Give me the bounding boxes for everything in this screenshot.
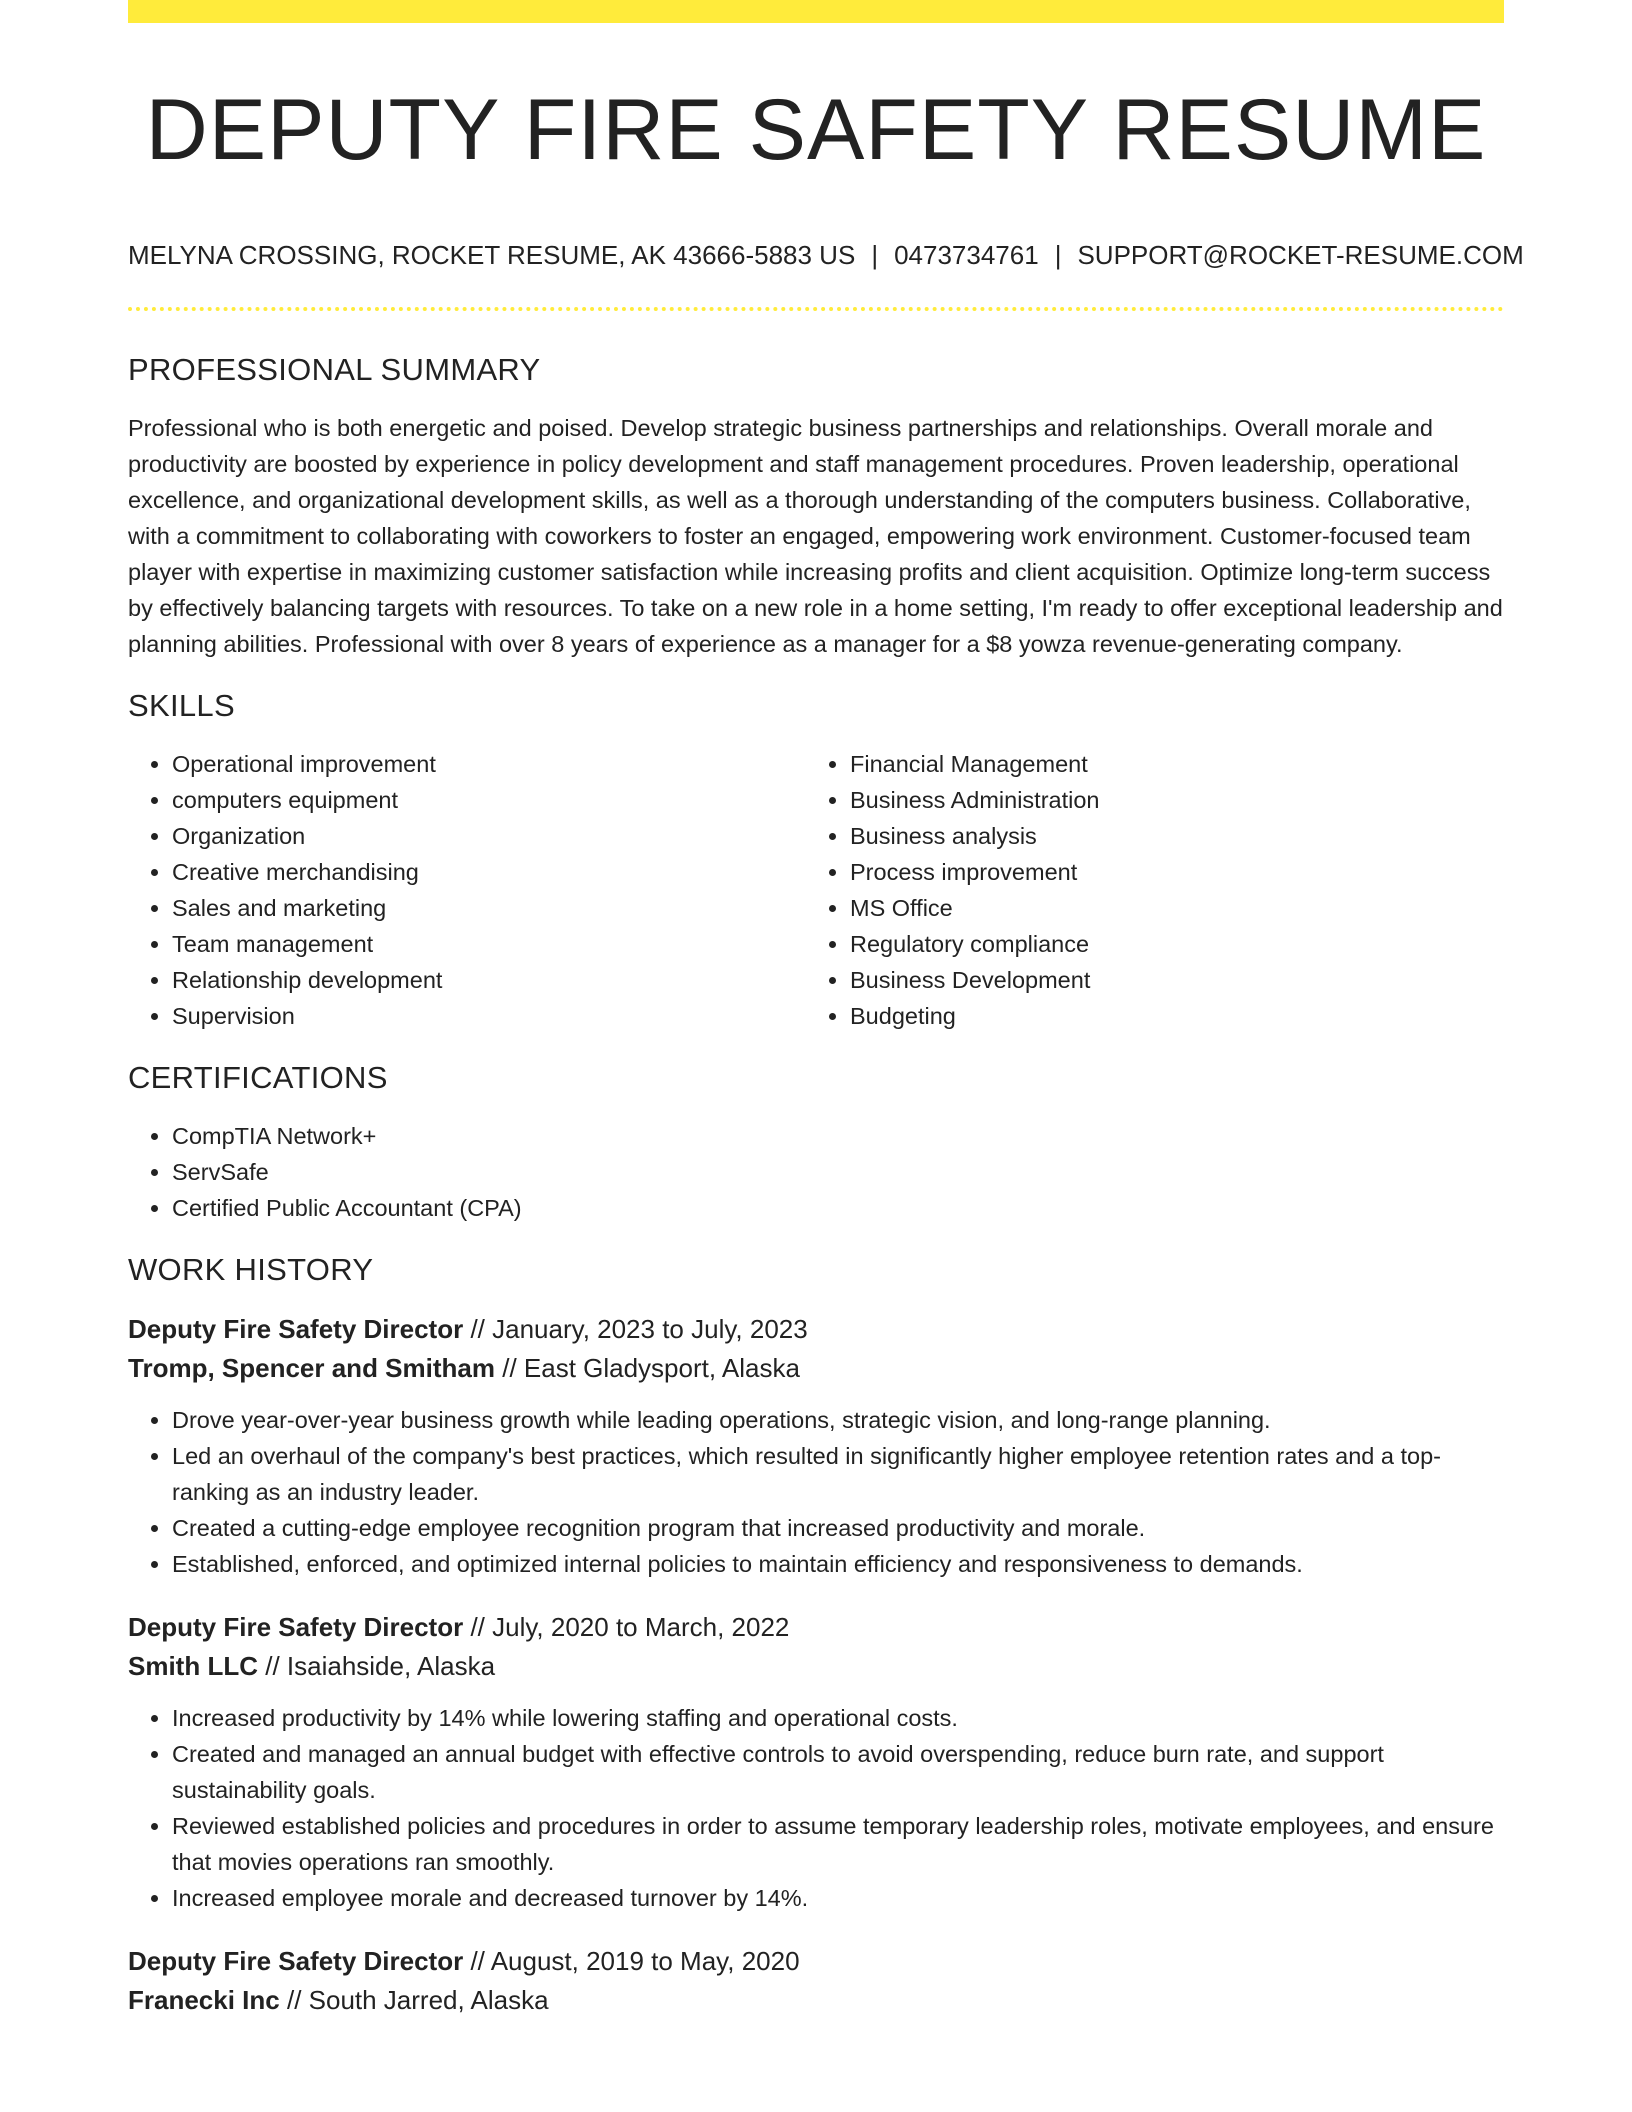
- job-bullet: • Drove year-over-year business growth while leading operations, strategic vision, and long-range planning.: [172, 1402, 1504, 1438]
- job-company: Smith LLC: [128, 1651, 258, 1681]
- skill-item: • Process improvement: [850, 854, 1484, 890]
- job-entry: [128, 1942, 1504, 2020]
- job-bullet: • Established, enforced, and optimized internal policies to maintain efficiency and responsiveness to demands.: [172, 1546, 1504, 1582]
- job-location: // East Gladysport, Alaska: [502, 1353, 800, 1383]
- certification-item: • CompTIA Network+: [172, 1118, 1504, 1154]
- skill-item: • Creative merchandising: [172, 854, 806, 890]
- skill-item: • Operational improvement: [172, 746, 806, 782]
- job-title-line: [128, 1608, 1504, 1647]
- certifications-section: [128, 1058, 1504, 1226]
- job-title-line: [128, 1942, 1504, 1981]
- skills-column-left: [128, 746, 806, 1034]
- job-title: Deputy Fire Safety Director: [128, 1314, 464, 1344]
- job-entry: [128, 1310, 1504, 1582]
- skill-item: • Business Administration: [850, 782, 1484, 818]
- skill-item: • Business analysis: [850, 818, 1484, 854]
- job-bullet: • Increased employee morale and decreased turnover by 14%.: [172, 1880, 1504, 1916]
- job-company-line: [128, 1647, 1504, 1686]
- job-company-line: [128, 1981, 1504, 2020]
- skill-item: • Sales and marketing: [172, 890, 806, 926]
- certification-item: • ServSafe: [172, 1154, 1504, 1190]
- certifications-heading: CERTIFICATIONS: [128, 1060, 388, 1095]
- skill-item: • Organization: [172, 818, 806, 854]
- job-title: Deputy Fire Safety Director: [128, 1946, 464, 1976]
- resume-content: [128, 350, 1504, 2046]
- skills-list-left: [128, 746, 806, 1034]
- job-title: Deputy Fire Safety Director: [128, 1612, 464, 1642]
- job-title-line: [128, 1310, 1504, 1349]
- skill-item: • Financial Management: [850, 746, 1484, 782]
- job-bullet: • Led an overhaul of the company's best practices, which resulted in significantly higher employee retention rates and a top-ranking as an industry leader.: [172, 1438, 1504, 1510]
- contact-separator: |: [871, 240, 879, 270]
- job-entry: [128, 1608, 1504, 1916]
- skill-item: • computers equipment: [172, 782, 806, 818]
- job-dates: // July, 2020 to March, 2022: [470, 1612, 790, 1642]
- header-divider: [128, 307, 1504, 311]
- job-dates: // August, 2019 to May, 2020: [470, 1946, 800, 1976]
- work-history-heading: WORK HISTORY: [128, 1252, 374, 1287]
- skills-section: [128, 686, 1504, 1034]
- job-bullet: • Created a cutting-edge employee recognition program that increased productivity and morale.: [172, 1510, 1504, 1546]
- skills-heading: SKILLS: [128, 688, 235, 723]
- skill-item: • Regulatory compliance: [850, 926, 1484, 962]
- skill-item: • Supervision: [172, 998, 806, 1034]
- top-accent-bar: [128, 0, 1504, 23]
- contact-address: MELYNA CROSSING, ROCKET RESUME, AK 43666-5883 US: [128, 240, 856, 270]
- job-bullet: • Increased productivity by 14% while lowering staffing and operational costs.: [172, 1700, 1504, 1736]
- certification-item: • Certified Public Accountant (CPA): [172, 1190, 1504, 1226]
- summary-text: Professional who is both energetic and poised. Develop strategic business partnerships and relationships. Overall morale and productivity are boosted by experience in policy development and staff management procedures. Proven leadership, operational excellence, and organizational development skills, as well as a thorough understanding of the computers business. Collaborative, with a commitment to collaborating with coworkers to foster an engaged, empowering work environment. Customer-focused team player with expertise in maximizing customer satisfaction while increasing profits and client acquisition. Optimize long-term success by effectively balancing targets with resources. To take on a new role in a home setting, I'm ready to offer exceptional leadership and planning abilities. Professional with over 8 years of experience as a manager for a $8 yowza revenue-generating company.: [128, 415, 1503, 657]
- job-company-line: [128, 1349, 1504, 1388]
- job-company: Tromp, Spencer and Smitham: [128, 1353, 495, 1383]
- contact-phone: 0473734761: [894, 240, 1039, 270]
- summary-heading: PROFESSIONAL SUMMARY: [128, 352, 541, 387]
- job-dates: // January, 2023 to July, 2023: [470, 1314, 808, 1344]
- contact-line: [128, 238, 1524, 272]
- job-bullets: [128, 1700, 1504, 1916]
- skill-item: • Business Development: [850, 962, 1484, 998]
- work-history-section: [128, 1250, 1504, 2020]
- skills-column-right: [806, 746, 1484, 1034]
- resume-title: DEPUTY FIRE SAFETY RESUME: [145, 82, 1487, 178]
- job-location: // Isaiahside, Alaska: [265, 1651, 496, 1681]
- job-location: // South Jarred, Alaska: [286, 1985, 549, 2015]
- job-company: Franecki Inc: [128, 1985, 280, 2015]
- job-bullet: • Reviewed established policies and procedures in order to assume temporary leadership roles, motivate employees, and ensure that movies operations ran smoothly.: [172, 1808, 1504, 1880]
- skill-item: • Budgeting: [850, 998, 1484, 1034]
- skill-item: • Relationship development: [172, 962, 806, 998]
- job-bullets: [128, 1402, 1504, 1582]
- contact-separator: |: [1054, 240, 1062, 270]
- skills-columns: [128, 746, 1504, 1034]
- skills-list-right: [806, 746, 1484, 1034]
- job-bullet: • Created and managed an annual budget with effective controls to avoid overspending, reduce burn rate, and support sustainability goals.: [172, 1736, 1504, 1808]
- summary-section: [128, 350, 1504, 662]
- skill-item: • Team management: [172, 926, 806, 962]
- certifications-list: [128, 1118, 1504, 1226]
- skill-item: • MS Office: [850, 890, 1484, 926]
- contact-email[interactable]: SUPPORT@ROCKET-RESUME.COM: [1077, 240, 1524, 270]
